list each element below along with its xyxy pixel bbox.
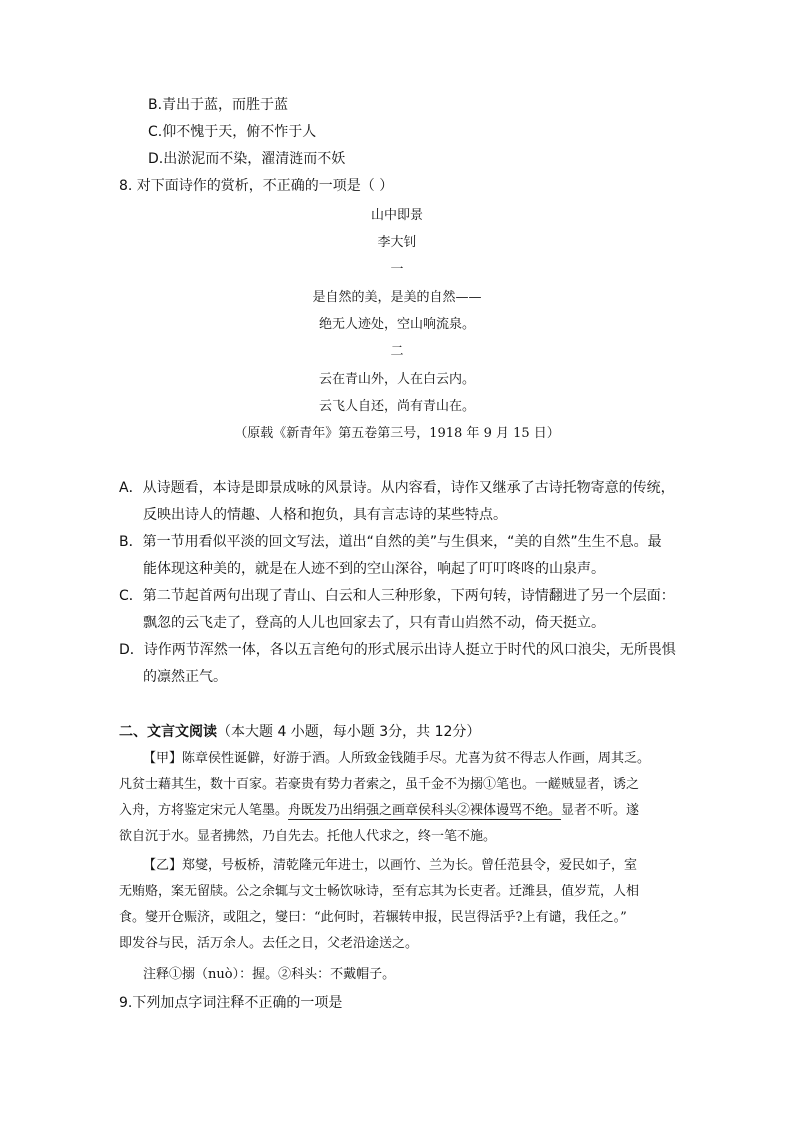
passage-jia-segment: 入舟，方将鉴定宋元人笔墨。 <box>119 803 289 818</box>
option-q8-a-line2: 反映出诗人的情趣、人格和抱负，具有言志诗的某些特点。 <box>143 507 507 523</box>
passage-yi-line: 无贿赂，案无留牍。公之余辄与文士畅饮咏诗，至有忘其为长吏者。迁潍县，值岁荒，人相 <box>119 884 640 899</box>
passage-jia-segment: 显者不听。遂 <box>561 803 640 818</box>
poem-line: 绝无人迹处，空山响流泉。 <box>318 317 475 332</box>
poem-line: 是自然的美，是美的自然—— <box>312 290 482 305</box>
section-2-heading-bold: 二、文言文阅读 <box>119 724 217 740</box>
poem-line: 云在青山外，人在白云内。 <box>318 372 475 387</box>
option-q8-c-line2: 飘忽的云飞走了，登高的人儿也回家去了，只有青山岿然不动，倚天挺立。 <box>143 615 605 631</box>
option-q8-b-line2: 能体现这种美的，就是在人迹不到的空山深谷，响起了叮叮咚咚的山泉声。 <box>143 561 605 577</box>
option-q7-d: D.出淤泥而不染，濯清涟而不妖 <box>148 151 346 167</box>
passage-jia-underlined-sentence: 舟既发乃出绢强之画章侯科头②裸体谩骂不绝。 <box>288 803 562 818</box>
passage-yi-line: 【乙】郑燮，号板桥，清乾隆元年进士，以画竹、兰为长。曾任范县令，爱民如子，室 <box>143 858 638 873</box>
poem-part1-marker: 一 <box>390 262 404 277</box>
option-q7-c: C.仰不愧于天，俯不怍于人 <box>148 124 317 140</box>
question-9-stem: 9.下列加点字词注释不正确的一项是 <box>119 995 343 1011</box>
option-q8-c-line1: C．第二节起首两句出现了青山、白云和人三种形象，下两句转，诗情翻进了另一个层面： <box>119 588 675 604</box>
poem-source: （原载《新青年》第五卷第三号，1918 年 9 月 15 日） <box>234 426 560 441</box>
option-q8-a-line1: A．从诗题看，本诗是即景成咏的风景诗。从内容看，诗作又继承了古诗托物寄意的传统， <box>119 480 675 496</box>
option-q7-b: B.青出于蓝，而胜于蓝 <box>148 97 289 113</box>
passage-jia-line: 【甲】陈章侯性诞僻，好游于酒。人所致金钱随手尽。尤喜为贫不得志人作画，周其乏。 <box>143 751 651 766</box>
option-q8-d-line2: 的凛然正气。 <box>143 669 227 685</box>
passage-yi-line: 食。燮开仓赈济，或阻之，燮曰：“此何时，若辗转申报，民岂得活乎?上有谴，我任之。” <box>119 910 627 925</box>
option-q8-d-line1: D．诗作两节浑然一体，各以五言绝句的形式展示出诗人挺立于时代的风口浪尖，无所畏惧 <box>119 642 676 658</box>
section-2-heading <box>119 723 480 741</box>
passage-jia-line: 凡贫士藉其生，数十百家。若豪贵有势力者索之，虽千金不为搦①笔也。一鹾贼显者，诱之 <box>119 777 640 792</box>
passage-jia-line: 欲自沉于水。显者拂然，乃自先去。托他人代求之，终一笔不施。 <box>119 829 497 844</box>
poem-author: 李大钊 <box>377 235 417 250</box>
section-2-heading-rest: （本大题 4 小题，每小题 3分，共 12分） <box>217 724 481 740</box>
passage-yi-line: 即发谷与民，活万余人。去任之日，父老沿途送之。 <box>119 936 419 951</box>
question-8-stem: 8. 对下面诗作的赏析，不正确的一项是（ ） <box>119 178 394 194</box>
poem-part2-marker: 二 <box>390 344 404 359</box>
passage-jia-line <box>119 802 639 820</box>
poem-line: 云飞人自还，尚有青山在。 <box>318 399 475 414</box>
option-q8-b-line1: B．第一节用看似平淡的回文写法，道出“自然的美”与生俱来，“美的自然”生生不息。最 <box>119 534 662 550</box>
annotation-notes: 注释①搦（nuò）：握。②科头：不戴帽子。 <box>143 967 396 982</box>
poem-title: 山中即景 <box>370 208 423 223</box>
